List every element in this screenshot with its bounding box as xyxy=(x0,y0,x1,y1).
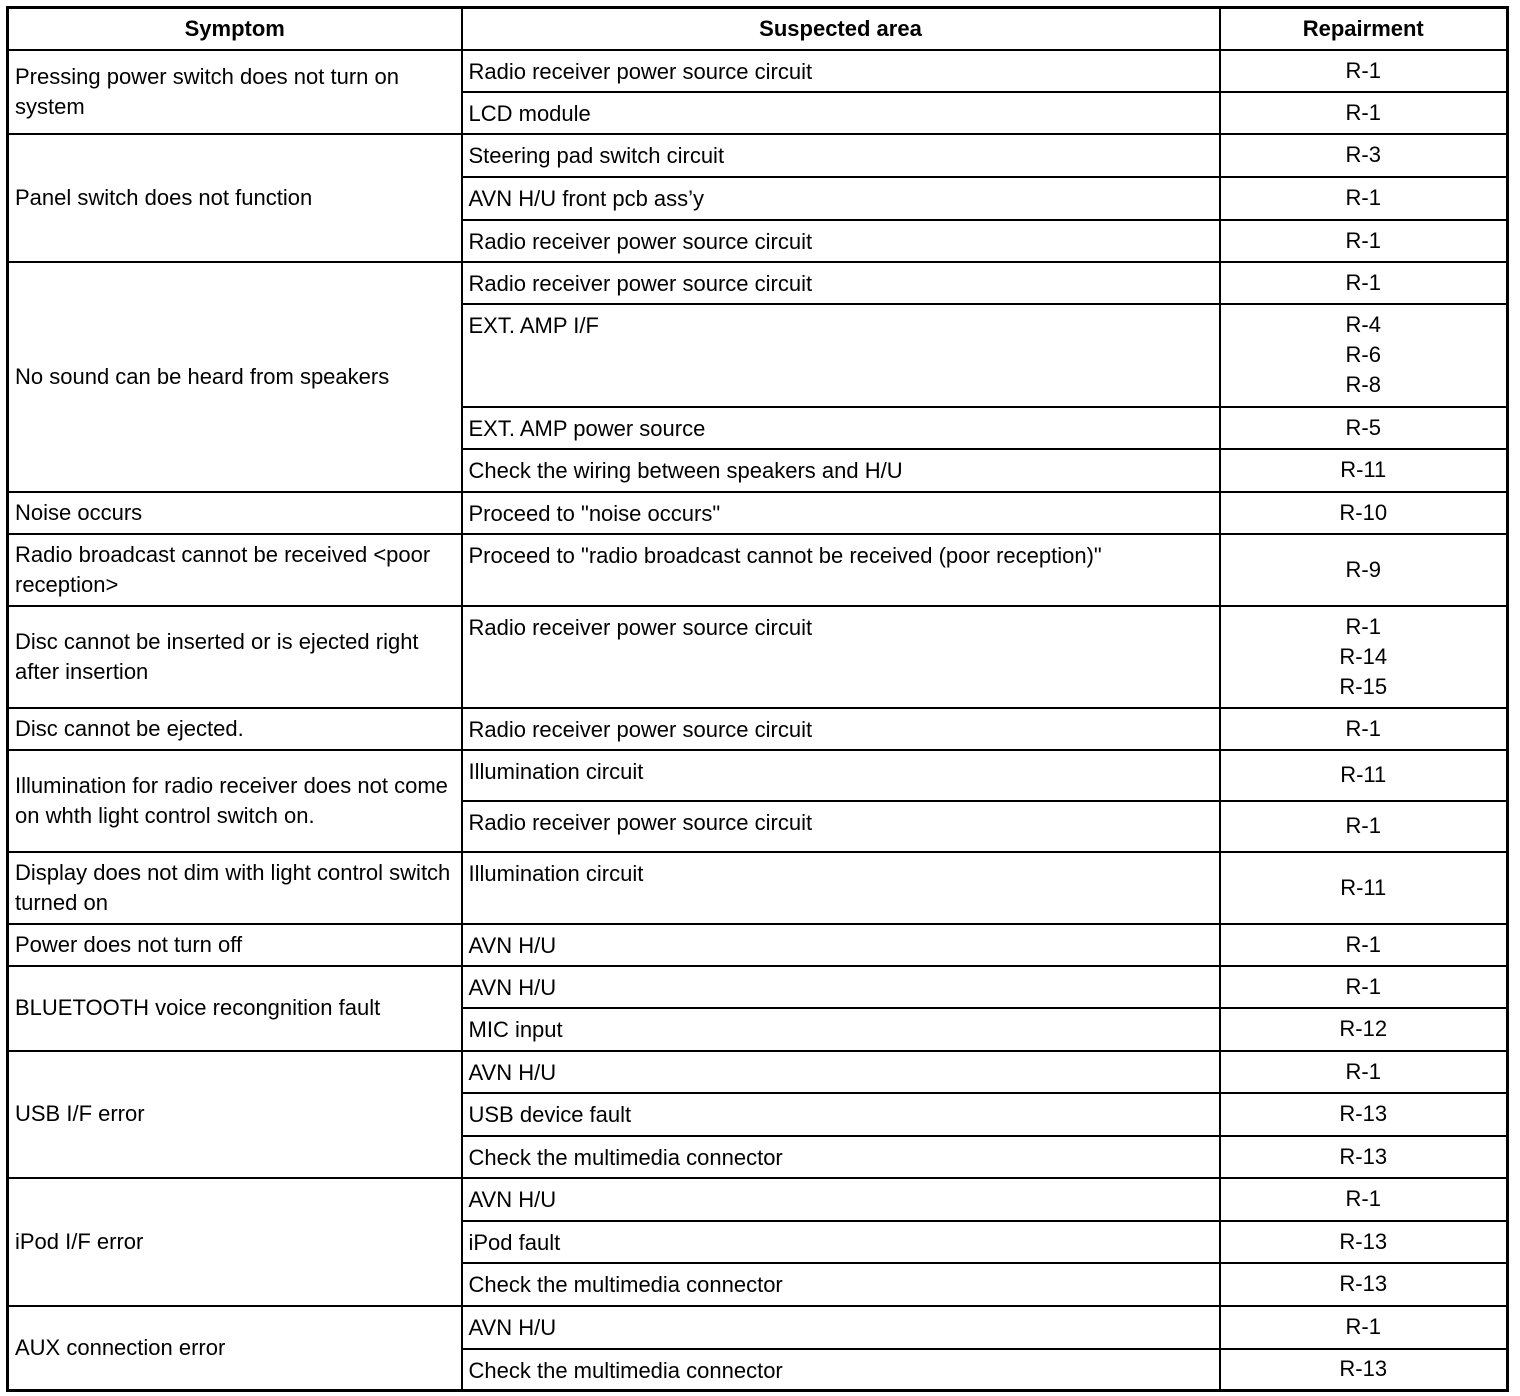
repairment-cell xyxy=(1220,750,1508,801)
repair-code: R-1 xyxy=(1345,269,1381,295)
symptom-cell: Noise occurs xyxy=(8,492,462,534)
suspected-area-cell: EXT. AMP I/F xyxy=(462,304,1220,407)
repair-code: R-1 xyxy=(1345,813,1381,838)
table-row xyxy=(8,492,1508,534)
suspected-area-cell: LCD module xyxy=(462,92,1220,134)
table-row xyxy=(8,1306,1508,1349)
suspected-area-cell: Radio receiver power source circuit xyxy=(462,606,1220,708)
table-row xyxy=(8,852,1508,924)
repairment-cell xyxy=(1220,1051,1508,1093)
suspected-area-cell: Check the multimedia connector xyxy=(462,1136,1220,1178)
suspected-area-cell: Illumination circuit xyxy=(462,852,1220,924)
suspected-area-cell: AVN H/U xyxy=(462,1178,1220,1221)
repair-code: R-14 xyxy=(1339,643,1388,669)
table-row xyxy=(8,534,1508,606)
repair-code: R-10 xyxy=(1339,499,1388,525)
repairment-cell xyxy=(1220,304,1508,407)
repair-code: R-1 xyxy=(1345,227,1381,253)
symptom-cell: Display does not dim with light control switch turned on xyxy=(8,852,462,924)
repair-code: R-9 xyxy=(1345,556,1381,582)
repairment-cell xyxy=(1220,1349,1508,1391)
suspected-area-cell: AVN H/U xyxy=(462,924,1220,966)
suspected-area-cell: Radio receiver power source circuit xyxy=(462,262,1220,304)
repairment-cell xyxy=(1220,1093,1508,1136)
symptom-cell: Power does not turn off xyxy=(8,924,462,966)
repairment-cell xyxy=(1220,1221,1508,1263)
repairment-cell xyxy=(1220,177,1508,220)
repairment-cell xyxy=(1220,606,1508,708)
repairment-cell xyxy=(1220,1263,1508,1306)
repair-code: R-11 xyxy=(1340,874,1387,900)
suspected-area-cell: AVN H/U xyxy=(462,966,1220,1008)
repair-code: R-13 xyxy=(1339,1271,1388,1296)
table-row xyxy=(8,50,1508,92)
symptom-cell: USB I/F error xyxy=(8,1051,462,1178)
symptom-cell: AUX connection error xyxy=(8,1306,462,1391)
suspected-area-cell: Steering pad switch circuit xyxy=(462,134,1220,177)
repair-code: R-1 xyxy=(1345,715,1381,741)
repairment-cell xyxy=(1220,801,1508,852)
repairment-cell xyxy=(1220,262,1508,304)
repair-code: R-11 xyxy=(1340,457,1387,482)
suspected-area-cell: USB device fault xyxy=(462,1093,1220,1136)
suspected-area-cell: Check the wiring between speakers and H/U xyxy=(462,449,1220,492)
header-suspected-area: Suspected area xyxy=(462,8,1220,50)
suspected-area-cell: Radio receiver power source circuit xyxy=(462,220,1220,262)
suspected-area-cell: AVN H/U xyxy=(462,1051,1220,1093)
suspected-area-cell: AVN H/U front pcb ass’y xyxy=(462,177,1220,220)
repair-code: R-13 xyxy=(1339,1143,1388,1169)
repairment-cell xyxy=(1220,852,1508,924)
repair-code: R-11 xyxy=(1340,762,1387,787)
header-repairment: Repairment xyxy=(1220,8,1508,50)
table-row xyxy=(8,750,1508,801)
suspected-area-cell: Check the multimedia connector xyxy=(462,1263,1220,1306)
repair-code: R-1 xyxy=(1345,931,1381,957)
repairment-cell xyxy=(1220,966,1508,1008)
table-row xyxy=(8,134,1508,177)
repair-code: R-1 xyxy=(1345,973,1381,999)
suspected-area-cell: AVN H/U xyxy=(462,1306,1220,1349)
repair-code: R-13 xyxy=(1339,1356,1388,1382)
repair-code: R-5 xyxy=(1345,414,1381,440)
repairment-cell xyxy=(1220,1008,1508,1051)
repairment-cell xyxy=(1220,449,1508,492)
repair-code: R-1 xyxy=(1345,185,1381,210)
suspected-area-cell: Radio receiver power source circuit xyxy=(462,801,1220,852)
table-row xyxy=(8,966,1508,1008)
repair-code: R-8 xyxy=(1345,372,1381,397)
repair-code: R-13 xyxy=(1339,1228,1388,1254)
repairment-cell xyxy=(1220,492,1508,534)
repairment-cell xyxy=(1220,534,1508,606)
repairment-cell xyxy=(1220,220,1508,262)
table-row xyxy=(8,924,1508,966)
repairment-cell xyxy=(1220,1306,1508,1349)
repairment-cell xyxy=(1220,924,1508,966)
repair-code: R-1 xyxy=(1345,613,1381,639)
repair-code: R-1 xyxy=(1345,1186,1381,1211)
table-row xyxy=(8,606,1508,708)
table-row xyxy=(8,1051,1508,1093)
repair-code: R-1 xyxy=(1345,1314,1381,1339)
symptom-cell: iPod I/F error xyxy=(8,1178,462,1306)
suspected-area-cell: Radio receiver power source circuit xyxy=(462,708,1220,750)
suspected-area-cell: Illumination circuit xyxy=(462,750,1220,801)
symptom-cell: Illumination for radio receiver does not come on whth light control switch on. xyxy=(8,750,462,852)
repair-code: R-1 xyxy=(1345,1058,1381,1084)
table-row xyxy=(8,708,1508,750)
suspected-area-cell: iPod fault xyxy=(462,1221,1220,1263)
symptom-cell: Panel switch does not function xyxy=(8,134,462,262)
repairment-cell xyxy=(1220,708,1508,750)
troubleshooting-table xyxy=(6,6,1509,1392)
repair-code: R-12 xyxy=(1339,1016,1388,1041)
table-row xyxy=(8,1178,1508,1221)
repairment-cell xyxy=(1220,1178,1508,1221)
repairment-cell xyxy=(1220,407,1508,449)
suspected-area-cell: Proceed to "noise occurs" xyxy=(462,492,1220,534)
symptom-cell: Disc cannot be ejected. xyxy=(8,708,462,750)
repair-code: R-13 xyxy=(1339,1101,1388,1126)
symptom-cell: No sound can be heard from speakers xyxy=(8,262,462,492)
suspected-area-cell: Radio receiver power source circuit xyxy=(462,50,1220,92)
suspected-area-cell: Proceed to "radio broadcast cannot be received (poor reception)" xyxy=(462,534,1220,606)
suspected-area-cell: EXT. AMP power source xyxy=(462,407,1220,449)
table-row xyxy=(8,262,1508,304)
repair-code: R-4 xyxy=(1345,312,1381,337)
repairment-cell xyxy=(1220,92,1508,134)
symptom-cell: Disc cannot be inserted or is ejected right after insertion xyxy=(8,606,462,708)
symptom-cell: Pressing power switch does not turn on system xyxy=(8,50,462,134)
header-symptom: Symptom xyxy=(8,8,462,50)
repair-code: R-15 xyxy=(1339,673,1388,699)
repairment-cell xyxy=(1220,50,1508,92)
suspected-area-cell: Check the multimedia connector xyxy=(462,1349,1220,1391)
repair-code: R-1 xyxy=(1345,57,1381,83)
symptom-cell: Radio broadcast cannot be received <poor reception> xyxy=(8,534,462,606)
suspected-area-cell: MIC input xyxy=(462,1008,1220,1051)
repair-code: R-1 xyxy=(1345,99,1381,125)
repair-code: R-3 xyxy=(1345,142,1381,167)
repairment-cell xyxy=(1220,134,1508,177)
header-row xyxy=(8,8,1508,50)
repairment-cell xyxy=(1220,1136,1508,1178)
repair-code: R-6 xyxy=(1345,342,1381,367)
symptom-cell: BLUETOOTH voice recongnition fault xyxy=(8,966,462,1051)
